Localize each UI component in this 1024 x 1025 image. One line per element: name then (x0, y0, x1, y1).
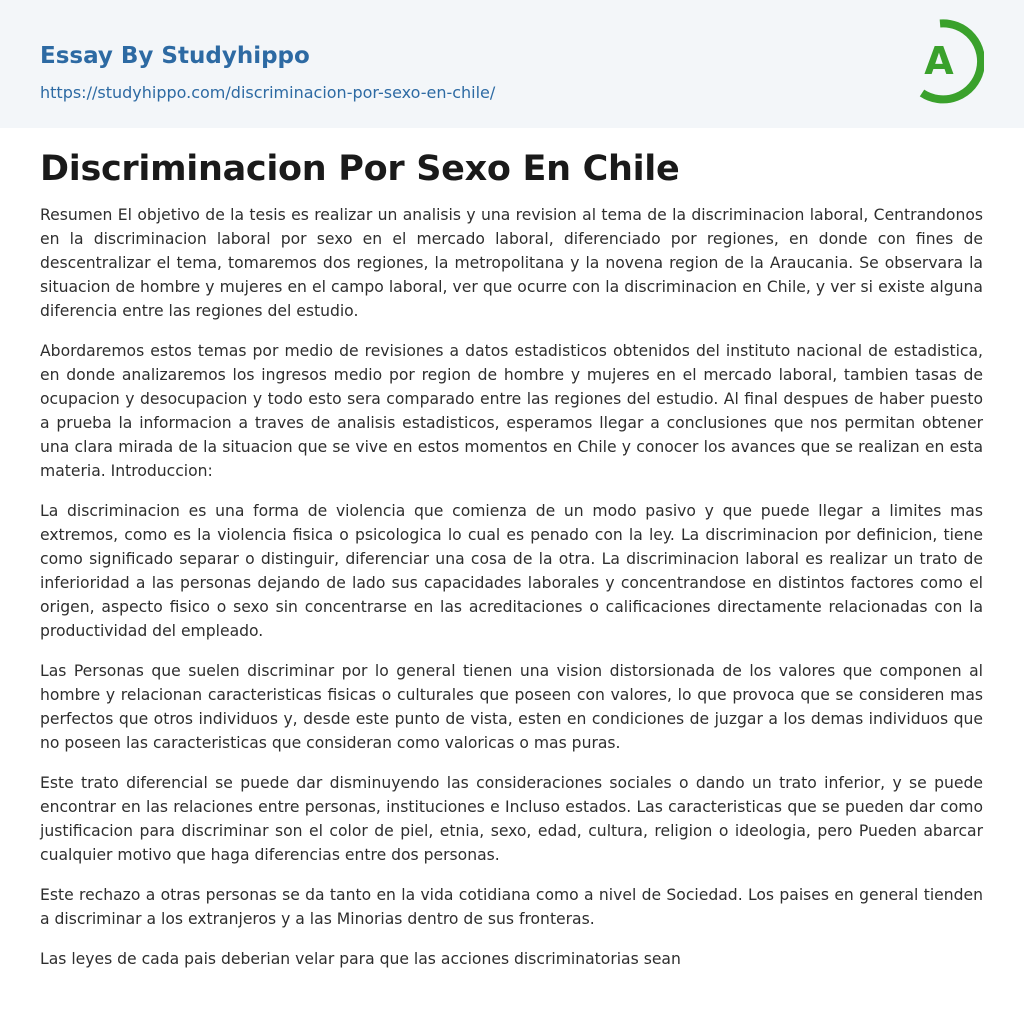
essay-paragraph: Este rechazo a otras personas se da tanto en la vida cotidiana como a nivel de Sociedad. Los paises en general tienden a discriminar a los extranjeros y a las Minorias dentro de sus fronteras. (40, 886, 983, 928)
essay-paragraph: Abordaremos estos temas por medio de revisiones a datos estadisticos obtenidos del instituto nacional de estadistica, en donde analizaremos los ingresos medio por region de hombre y mujeres en el mercado laboral, tambien tasas de ocupacion y desocupacion y todo esto sera comparado entre las regiones del estudio. Al final despues de haber puesto a prueba la informacion a traves de analisis estadisticos, esperamos llegar a conclusiones que nos permitan obtener una clara mirada de la situacion que se vive en estos momentos en Chile y conocer los avances que se realizan en esta materia. Introduccion: (40, 342, 983, 480)
logo-letter: A (924, 39, 954, 83)
studyhippo-logo-icon[interactable] (914, 19, 984, 105)
essay-paragraph: Las Personas que suelen discriminar por lo general tienen una vision distorsionada de los valores que componen al hombre y relacionan caracteristicas fisicas o culturales que poseen con valores, lo que provoca que se consideren mas perfectos que otros individuos y, desde este punto de vista, esten en condiciones de juzgar a los demas individuos que no poseen las caracteristicas que consideran como valoricas o mas puras. (40, 662, 983, 752)
essay-paragraph: Las leyes de cada pais deberian velar para que las acciones discriminatorias sean (40, 950, 681, 968)
source-url-link[interactable]: https://studyhippo.com/discriminacion-por-sexo-en-chile/ (40, 83, 496, 102)
site-title[interactable]: Essay By Studyhippo (40, 43, 310, 69)
essay-content (0, 147, 1024, 971)
essay-paragraph: Este trato diferencial se puede dar disminuyendo las consideraciones sociales o dando un trato inferior, y se puede encontrar en las relaciones entre personas, instituciones e Incluso estados. Las caracteristicas que se pueden dar como justificacion para discriminar son el color de piel, etnia, sexo, edad, cultura, religion o ideologia, pero Pueden abarcar cualquier motivo que haga diferencias entre dos personas. (40, 774, 983, 864)
essay-paragraph: La discriminacion es una forma de violencia que comienza de un modo pasivo y que puede llegar a limites mas extremos, como es la violencia fisica o psicologica lo cual es penado con la ley. La discriminacion por definicion, tiene como significado separar o distinguir, diferenciar una cosa de la otra. La discriminacion laboral es realizar un trato de inferioridad a las personas dejando de lado sus capacidades laborales y concentrandose en distintos factores como el origen, aspecto fisico o sexo sin concentrarse en las acreditaciones o calificaciones directamente relacionadas con la productividad del empleado. (40, 502, 983, 640)
essay-title: Discriminacion Por Sexo En Chile (40, 149, 680, 189)
essay-paragraph: Resumen El objetivo de la tesis es realizar un analisis y una revision al tema de la discriminacion laboral, Centrandonos en la discriminacion laboral por sexo en el mercado laboral, diferenciado por regiones, en donde con fines de descentralizar el tema, tomaremos dos regiones, la metropolitana y la novena region de la Araucania. Se observara la situacion de hombre y mujeres en el campo laboral, ver que ocurre con la discriminacion en Chile, y ver si existe alguna diferencia entre las regiones del estudio. (40, 206, 983, 320)
site-header (0, 0, 1024, 128)
